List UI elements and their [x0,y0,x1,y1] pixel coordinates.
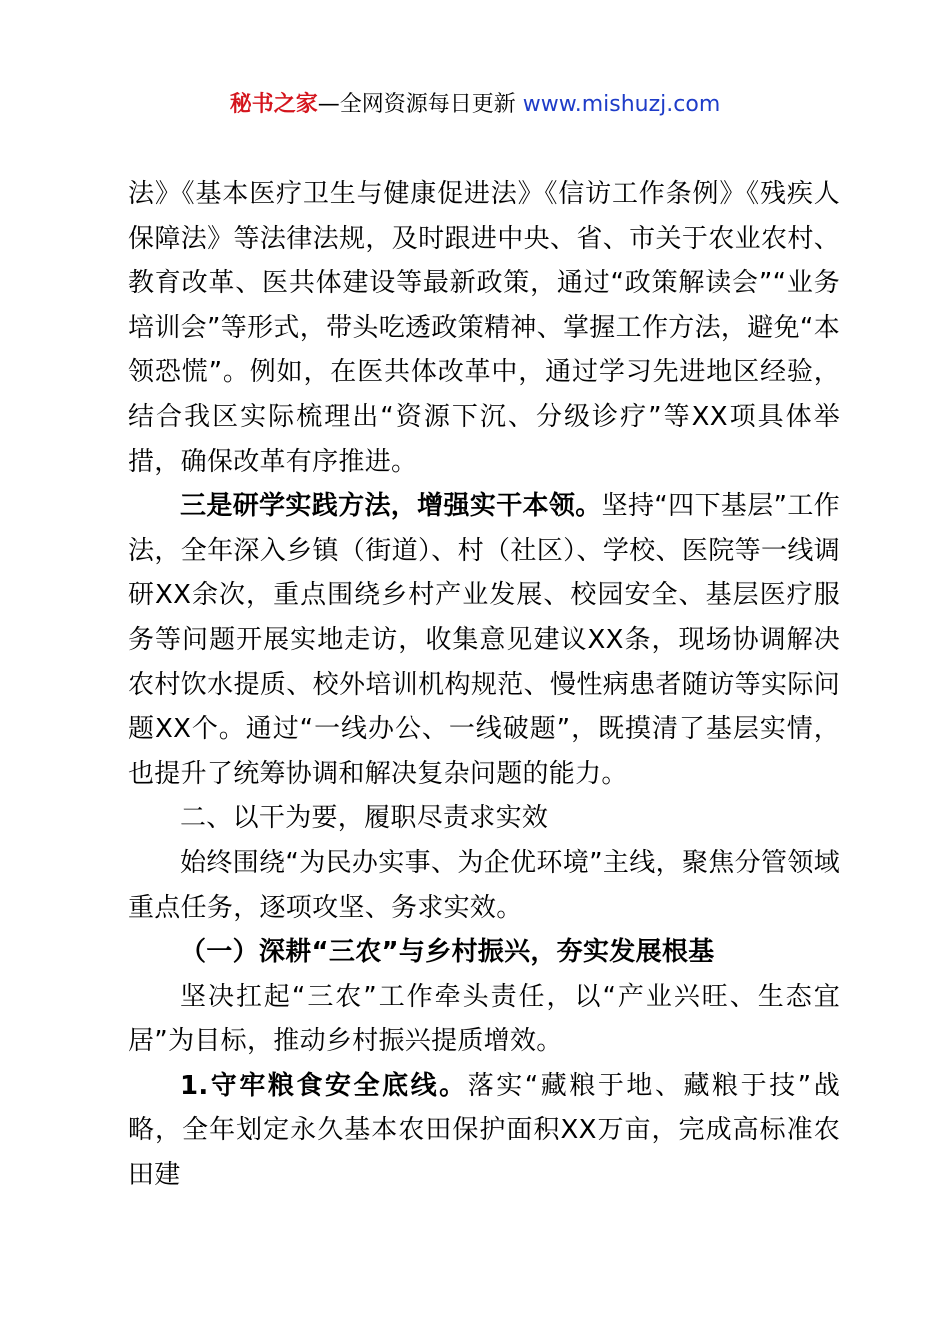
paragraph-laws-policies: 法》《基本医疗卫生与健康促进法》《信访工作条例》《残疾人保障法》等法律法规，及时跟进中央、省、市关于农业农村、教育改革、医共体建设等最新政策，通过“政策解读会”“业务培训会”等形式，带头吃透政策精神、掌握工作方法，避免“本领恐慌”。例如，在医共体改革中，通过学习先进地区经验，结合我区实际梳理出“资源下沉、分级诊疗”等XX项具体举措，确保改革有序推进。 [128,179,840,477]
section-2-heading: 二、以干为要，履职尽责求实效 [180,803,549,834]
paragraph-food-security-body: 落实“藏粮于地、藏粮于技”战略，全年划定永久基本农田保护面积XX万亩，完成高标准农田建 [128,1070,840,1191]
paragraph-section-2-intro: 始终围绕“为民办实事、为企优环境”主线，聚焦分管领域重点任务，逐项攻坚、务求实效。 [128,847,840,923]
paragraph-rural-revitalization: 坚决扛起“三农”工作牵头责任，以“产业兴旺、生态宜居”为目标，推动乡村振兴提质增效。 [128,981,840,1057]
paragraph-research-practice-lead: 三是研学实践方法，增强实干本领。 [180,491,602,522]
subsection-1-heading: （一）深耕“三农”与乡村振兴，夯实发展根基 [180,937,715,968]
paragraph-food-security-lead: 1.守牢粮食安全底线。 [180,1070,468,1101]
header-tagline: —全网资源每日更新 [317,92,516,117]
paragraph-research-practice-body: 坚持“四下基层”工作法，全年深入乡镇（街道）、村（社区）、学校、医院等一线调研XX余次，重点围绕乡村产业发展、校园安全、基层医疗服务等问题开展实地走访，收集意见建议XX条，现场协调解决农村饮水提质、校外培训机构规范、慢性病患者随访等实际问题XX个。通过“一线办公、一线破题”，既摸清了基层实情，也提升了统筹协调和解决复杂问题的能力。 [128,491,840,789]
header-url-link[interactable]: www.mishuzj.com [522,92,721,117]
document-body [128,172,840,1198]
paragraph-research-practice [128,484,840,796]
page-header [0,88,950,122]
header-brand: 秘书之家 [229,92,318,117]
paragraph-food-security [128,1064,840,1198]
